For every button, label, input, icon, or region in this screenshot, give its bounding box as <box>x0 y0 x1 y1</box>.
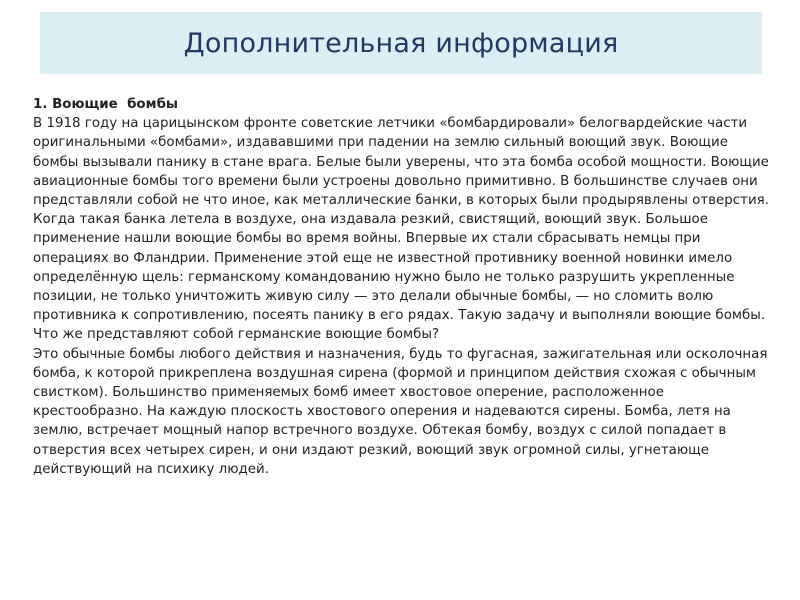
title-banner <box>40 12 762 74</box>
article-body <box>33 95 775 479</box>
section-heading: 1. Воющие бомбы <box>33 97 179 112</box>
paragraph-explanation: Это обычные бомбы любого действия и назначения, будь то фугасная, зажигательная или осколочная бомба, к которой прикреплена воздушная сирена (формой и принципом действия схожая с обычным свистком). Большинство применяемых бомб имеет хвостовое оперение, расположенное крестообразно. На каждую плоскость хвостового оперения и надеваются сирены. Бомба, летя на землю, встречает мощный напор встречного воздухе. Обтекая бомбу, воздух с силой попадает в отверстия всех четырех сирен, и они издают резкий, воющий звук огромной силы, угнетающе действующий на психику людей. <box>33 346 768 477</box>
page-title: Дополнительная информация <box>183 27 619 59</box>
paragraph-history: В 1918 году на царицынском фронте советские летчики «бомбардировали» белогвардейские части оригинальными «бомбами», издававшими при падении на землю сильный воющий звук. Воющие бомбы вызывали панику в стане врага. Белые были уверены, что эта бомба особой мощности. Воющие авиационные бомбы того времени были устроены довольно примитивно. В большинстве случаев они представляли собой не что иное, как металлические банки, в которых были продырявлены отверстия. Когда такая банка летела в воздухе, она издавала резкий, свистящий, воющий звук. Большое применение нашли воющие бомбы во время войны. Впервые их стали сбрасывать немцы при операциях во Фландрии. Применение этой еще не известной противнику военной новинки имело определённую щель: германскому командованию нужно было не только разрушить укрепленные позиции, не только уничтожить живую силу — это делали обычные бомбы, — но сломить волю противника к сопротивлению, посеять панику в его рядах. Такую задачу и выполняли воющие бомбы. <box>33 116 769 324</box>
paragraph-question: Что же представляют собой германские воющие бомбы? <box>33 327 440 343</box>
